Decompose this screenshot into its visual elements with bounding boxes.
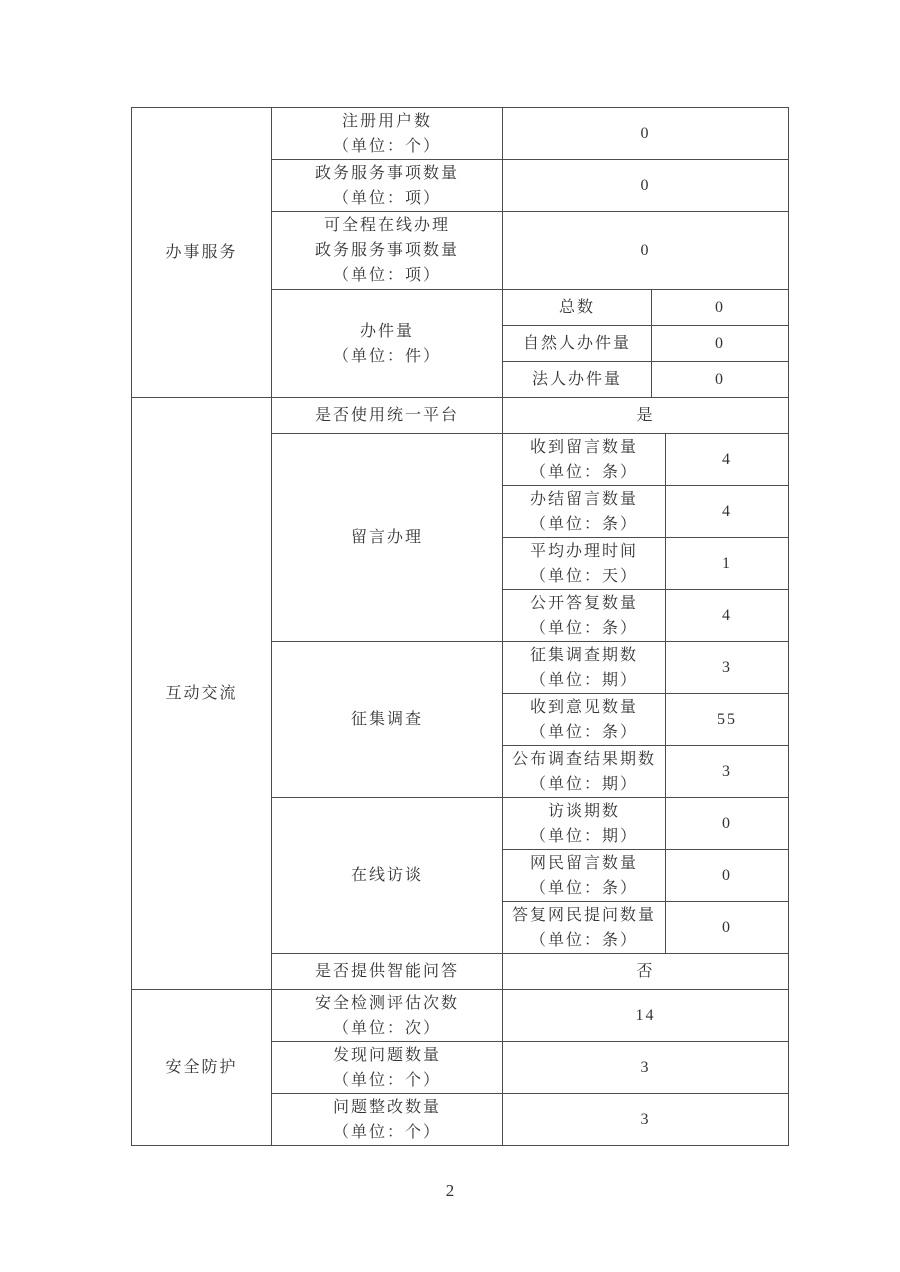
submetric-label-cell: [503, 434, 666, 486]
submetric-unit: （单位：期）: [529, 775, 638, 793]
submetric-unit: （单位：条）: [529, 619, 638, 637]
submetric-label: 平均办理时间: [529, 542, 638, 560]
table-row: [132, 398, 789, 434]
group-label: 在线访谈: [272, 798, 503, 954]
metric-label-cell: [272, 1042, 503, 1094]
submetric-value: 3: [666, 642, 789, 694]
submetric-label: 访谈期数: [547, 802, 620, 820]
metric-value: 3: [503, 1042, 789, 1094]
metric-label-cell: [272, 990, 503, 1042]
submetric-label: 网民留言数量: [529, 854, 638, 872]
group-label: 办件量: [359, 322, 414, 340]
metric-label: 政务服务事项数量: [314, 242, 459, 259]
section-label-interaction: 互动交流: [132, 398, 272, 990]
submetric-value: 0: [652, 326, 789, 362]
table-row: [132, 108, 789, 160]
metric-label-cell: [272, 212, 503, 290]
submetric-unit: （单位：期）: [529, 827, 638, 845]
metric-label: 安全检测评估次数: [314, 994, 459, 1012]
metric-label-cell: [272, 160, 503, 212]
metric-label: 问题整改数量: [332, 1098, 441, 1116]
submetric-value: 0: [666, 850, 789, 902]
submetric-label-cell: [503, 746, 666, 798]
submetric-label: 法人办件量: [503, 362, 652, 398]
submetric-label: 收到意见数量: [529, 698, 638, 716]
submetric-label: 收到留言数量: [529, 438, 638, 456]
report-table: [131, 107, 789, 1146]
submetric-value: 4: [666, 590, 789, 642]
submetric-unit: （单位：天）: [529, 567, 638, 585]
submetric-value: 55: [666, 694, 789, 746]
submetric-label: 公布调查结果期数: [511, 750, 656, 768]
submetric-value: 4: [666, 434, 789, 486]
submetric-label-cell: [503, 850, 666, 902]
submetric-label-cell: [503, 798, 666, 850]
metric-unit: （单位：项）: [332, 267, 441, 284]
group-label: 征集调查: [272, 642, 503, 798]
metric-value: 否: [503, 954, 789, 990]
submetric-label-cell: [503, 538, 666, 590]
submetric-unit: （单位：期）: [529, 671, 638, 689]
submetric-label: 总数: [503, 290, 652, 326]
submetric-unit: （单位：条）: [529, 463, 638, 481]
group-label: 留言办理: [272, 434, 503, 642]
submetric-label-cell: [503, 694, 666, 746]
metric-value: 3: [503, 1094, 789, 1146]
metric-label: 政务服务事项数量: [314, 164, 459, 182]
metric-value: 0: [503, 108, 789, 160]
submetric-value: 0: [652, 290, 789, 326]
metric-label: 是否提供智能问答: [272, 954, 503, 990]
metric-label: 发现问题数量: [332, 1046, 441, 1064]
section-label-security: 安全防护: [132, 990, 272, 1146]
submetric-label-cell: [503, 902, 666, 954]
submetric-unit: （单位：条）: [529, 515, 638, 533]
metric-unit: （单位：次）: [332, 1019, 441, 1037]
metric-unit: （单位：个）: [332, 137, 441, 155]
metric-value: 14: [503, 990, 789, 1042]
submetric-label: 征集调查期数: [529, 646, 638, 664]
metric-label: 是否使用统一平台: [272, 398, 503, 434]
metric-label: 可全程在线办理: [323, 217, 450, 234]
submetric-value: 3: [666, 746, 789, 798]
metric-unit: （单位：个）: [332, 1071, 441, 1089]
submetric-value: 1: [666, 538, 789, 590]
submetric-label: 答复网民提问数量: [511, 906, 656, 924]
metric-value: 是: [503, 398, 789, 434]
submetric-label-cell: [503, 590, 666, 642]
page-number: 2: [445, 1181, 455, 1200]
submetric-unit: （单位：条）: [529, 931, 638, 949]
metric-value: 0: [503, 212, 789, 290]
submetric-value: 4: [666, 486, 789, 538]
metric-value: 0: [503, 160, 789, 212]
submetric-value: 0: [666, 902, 789, 954]
metric-unit: （单位：项）: [332, 189, 441, 207]
submetric-label-cell: [503, 642, 666, 694]
metric-label-cell: [272, 1094, 503, 1146]
submetric-label: 办结留言数量: [529, 490, 638, 508]
group-unit: （单位：件）: [332, 347, 441, 365]
submetric-value: 0: [666, 798, 789, 850]
metric-unit: （单位：个）: [332, 1123, 441, 1141]
metric-label: 注册用户数: [341, 112, 432, 130]
group-label-cell: [272, 290, 503, 398]
submetric-label-cell: [503, 486, 666, 538]
table-row: [132, 990, 789, 1042]
submetric-unit: （单位：条）: [529, 879, 638, 897]
section-label-service: 办事服务: [132, 108, 272, 398]
submetric-unit: （单位：条）: [529, 723, 638, 741]
metric-label-cell: [272, 108, 503, 160]
submetric-label: 公开答复数量: [529, 594, 638, 612]
submetric-label: 自然人办件量: [503, 326, 652, 362]
submetric-value: 0: [652, 362, 789, 398]
